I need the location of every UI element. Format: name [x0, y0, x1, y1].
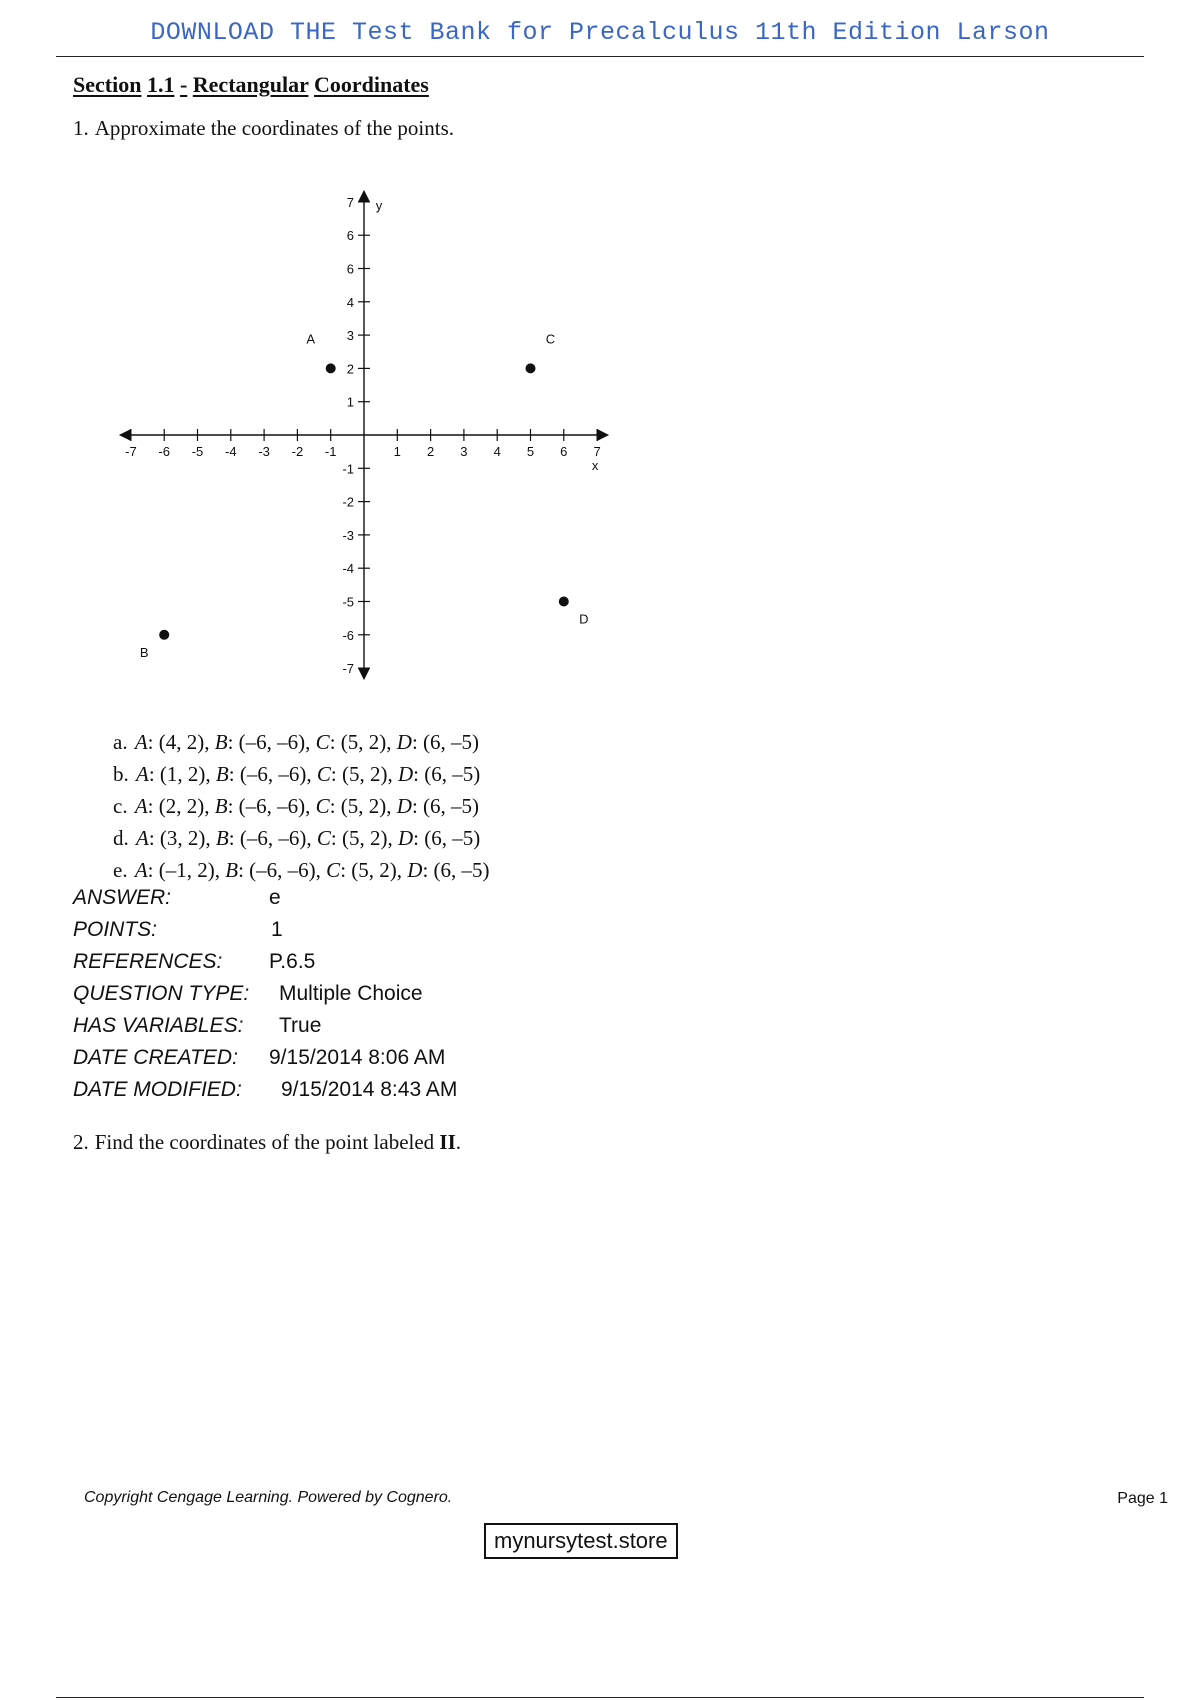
answer-choice: d. A: (3, 2), B: (–6, –6), C: (5, 2), D: (6, –5)	[113, 826, 481, 850]
coord-c: (5, 2)	[351, 858, 397, 882]
section-number: 1.1	[146, 72, 175, 97]
meta-key: ANSWER:	[73, 886, 172, 909]
copyright-notice: Copyright Cengage Learning. Powered by Cognero.	[84, 1489, 453, 1506]
meta-row	[73, 1074, 457, 1106]
meta-value: 9/15/2014 8:06 AM	[269, 1046, 446, 1069]
point-key-c: C	[316, 826, 331, 850]
y-tick-label: 6	[346, 228, 354, 244]
x-tick-label: 7	[593, 444, 601, 459]
y-tick-label: 7	[346, 194, 354, 210]
coord-b: (–6, –6)	[239, 826, 307, 850]
meta-row	[73, 882, 457, 914]
y-tick-label: 6	[346, 261, 354, 277]
point-key-b: B	[214, 730, 228, 754]
meta-value: P.6.5	[269, 950, 316, 973]
section-word: Section	[73, 72, 142, 97]
coord-a: (4, 2)	[158, 730, 205, 754]
point-key-a: A	[134, 858, 148, 882]
meta-value: 9/15/2014 8:43 AM	[281, 1078, 458, 1101]
point-label-bold: II	[439, 1130, 456, 1154]
meta-key: DATE MODIFIED:	[73, 1078, 242, 1101]
y-tick-label: 2	[346, 361, 354, 377]
meta-row	[73, 946, 457, 978]
point-key-a: A	[134, 794, 148, 818]
point-c	[526, 363, 536, 373]
header-rule	[56, 56, 1144, 57]
x-axis-label: x	[591, 458, 599, 473]
x-tick-label: -7	[125, 444, 137, 459]
answer-choice: c. A: (2, 2), B: (–6, –6), C: (5, 2), D: (6, –5)	[113, 794, 480, 818]
choice-letter: a.	[113, 730, 128, 754]
meta-key: REFERENCES:	[73, 950, 223, 973]
meta-value: Multiple Choice	[279, 982, 423, 1005]
y-axis-arrow-down	[358, 668, 370, 680]
y-tick-label: -1	[342, 461, 354, 477]
coord-c: (5, 2)	[341, 826, 388, 850]
point-key-d: D	[396, 730, 412, 754]
choice-letter: b.	[113, 762, 129, 786]
coord-d: (6, –5)	[423, 794, 480, 818]
point-key-c: C	[315, 794, 330, 818]
meta-value: True	[279, 1014, 322, 1037]
x-axis-arrow-left	[119, 429, 131, 441]
meta-row	[73, 978, 457, 1010]
point-key-b: B	[225, 858, 239, 882]
point-b	[159, 630, 169, 640]
answer-choice: b. A: (1, 2), B: (–6, –6), C: (5, 2), D: (6, –5)	[113, 762, 481, 786]
point-key-b: B	[215, 762, 229, 786]
point-label-d: D	[579, 611, 589, 627]
footer-rule	[56, 1697, 1144, 1698]
coord-c: (5, 2)	[340, 730, 387, 754]
choice-letter: c.	[113, 794, 128, 818]
y-axis-label: y	[375, 197, 383, 213]
meta-key: HAS VARIABLES:	[73, 1014, 244, 1037]
point-label-a: A	[306, 331, 316, 347]
coord-b: (–6, –6)	[239, 762, 307, 786]
coord-b: (–6, –6)	[238, 794, 306, 818]
section-title-word-1: Rectangular	[192, 72, 309, 97]
coord-a: (1, 2)	[159, 762, 206, 786]
x-tick-label: 1	[393, 444, 401, 459]
choice-letter: d.	[113, 826, 129, 850]
answer-choices	[113, 726, 490, 886]
meta-row	[73, 914, 457, 946]
y-tick-label: -7	[342, 661, 354, 677]
coord-a: (–1, 2)	[158, 858, 215, 882]
point-key-d: D	[397, 826, 414, 850]
section-title-word-2: Coordinates	[313, 72, 429, 97]
meta-row	[73, 1010, 457, 1042]
x-tick-label: 6	[560, 444, 568, 459]
point-d	[559, 597, 569, 607]
section-title	[73, 72, 429, 98]
x-tick-label: -5	[191, 444, 204, 459]
y-tick-label: 1	[346, 394, 354, 410]
coord-c: (5, 2)	[341, 762, 388, 786]
coord-a: (3, 2)	[159, 826, 206, 850]
question-text: Find the coordinates of the point labeled	[94, 1130, 435, 1154]
coord-d: (6, –5)	[423, 730, 480, 754]
x-tick-label: -2	[291, 444, 304, 459]
meta-key: DATE CREATED:	[73, 1046, 238, 1069]
x-tick-label: 4	[493, 444, 501, 459]
x-tick-label: -1	[324, 444, 337, 459]
point-key-d: D	[407, 858, 423, 882]
x-tick-label: 5	[526, 444, 535, 459]
point-key-c: C	[316, 762, 331, 786]
meta-value: 1	[271, 918, 283, 941]
question-end: .	[455, 1130, 462, 1154]
y-tick-label: -2	[342, 494, 354, 510]
question-2	[73, 1130, 461, 1155]
y-tick-label: -3	[342, 527, 354, 543]
question-metadata	[73, 882, 457, 1106]
point-key-c: C	[315, 730, 330, 754]
x-tick-label: -3	[258, 444, 270, 459]
coord-d: (6, –5)	[424, 762, 481, 786]
x-tick-label: -6	[158, 444, 170, 459]
point-key-a: A	[136, 826, 149, 850]
download-banner[interactable]: DOWNLOAD THE Test Bank for Precalculus 11th Edition Larson	[150, 18, 1050, 47]
coord-d: (6, –5)	[424, 826, 481, 850]
coord-d: (6, –5)	[433, 858, 490, 882]
point-label-b: B	[139, 644, 149, 660]
meta-key: QUESTION TYPE:	[73, 982, 250, 1005]
question-number: 1.	[73, 116, 89, 140]
x-tick-label: 2	[426, 444, 435, 459]
section-dash: -	[179, 72, 188, 97]
point-a	[326, 363, 336, 373]
y-tick-label: -5	[342, 594, 354, 610]
point-key-c: C	[326, 858, 341, 882]
coord-c: (5, 2)	[340, 794, 387, 818]
x-axis-arrow-right	[597, 429, 609, 441]
question-1	[73, 116, 454, 141]
point-key-a: A	[136, 762, 149, 786]
answer-choice: e. A: (–1, 2), B: (–6, –6), C: (5, 2), D: (6, –5)	[113, 858, 490, 882]
y-tick-label: -6	[342, 627, 354, 643]
y-tick-label: 3	[346, 328, 354, 344]
coord-b: (–6, –6)	[249, 858, 316, 882]
point-key-d: D	[396, 794, 412, 818]
meta-value: e	[269, 886, 281, 909]
point-key-b: B	[214, 794, 228, 818]
x-tick-label: 3	[460, 444, 468, 459]
point-key-d: D	[397, 762, 414, 786]
choice-letter: e.	[113, 858, 128, 882]
coord-a: (2, 2)	[158, 794, 205, 818]
point-key-b: B	[215, 826, 229, 850]
question-text: Approximate the coordinates of the points.	[94, 116, 454, 140]
meta-key: POINTS:	[73, 918, 158, 941]
y-axis-arrow-up	[358, 190, 370, 202]
coord-b: (–6, –6)	[238, 730, 306, 754]
meta-row	[73, 1042, 457, 1074]
coordinate-graph	[110, 178, 630, 688]
y-tick-label: 4	[346, 294, 354, 310]
page-number: Page 1	[1117, 1490, 1168, 1507]
y-tick-label: -4	[342, 561, 354, 577]
point-key-a: A	[134, 730, 148, 754]
x-tick-label: -4	[225, 444, 237, 459]
point-label-c: C	[545, 331, 556, 347]
answer-choice: a. A: (4, 2), B: (–6, –6), C: (5, 2), D: (6, –5)	[113, 730, 480, 754]
watermark-link[interactable]: mynursytest.store	[484, 1523, 678, 1559]
question-number: 2.	[73, 1130, 89, 1154]
